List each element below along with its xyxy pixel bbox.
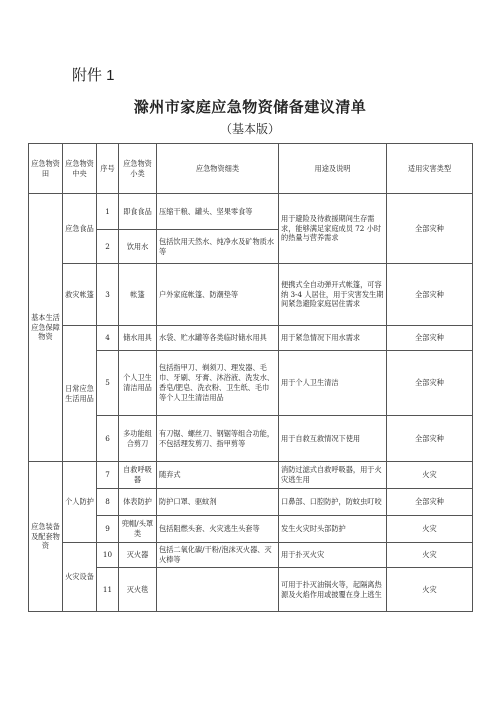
usage-cell: 发生火灾时头部防护	[279, 516, 387, 543]
subcat-cell: 个人卫生清洁用品	[119, 351, 157, 416]
disaster-cell: 火灾	[387, 568, 473, 612]
seq-cell: 9	[97, 516, 119, 543]
header-seq: 序号	[97, 144, 119, 194]
attachment-label: 附件 1	[72, 67, 115, 84]
detail-cell: 有刀锯、螺丝刀、钢锯等组合功能，不包括理发剪刀、指甲剪等	[157, 416, 279, 462]
detail-cell: 包括阻燃头套、火灾逃生头套等	[157, 516, 279, 543]
mid-shelter: 救灾帐篷	[63, 264, 97, 326]
detail-cell: 包括二氧化碳/干粉/泡沫灭火器、灭火棒等	[157, 543, 279, 568]
table-row	[29, 194, 473, 230]
disaster-cell: 火灾	[387, 462, 473, 489]
disaster-cell: 全部灾种	[387, 416, 473, 462]
disaster-cell: 全部灾种	[387, 264, 473, 326]
detail-cell	[157, 568, 279, 612]
mid-daily: 日常应急生活用品	[63, 326, 97, 462]
usage-cell: 可用于扑灭油锅火等，起隔离热源及火焰作用或披覆在身上逃生	[279, 568, 387, 612]
subcat-cell: 灭火器	[119, 543, 157, 568]
table-row	[29, 326, 473, 351]
detail-cell: 户外家庭帐篷、防潮垫等	[157, 264, 279, 326]
usage-cell: 消防过滤式自救呼吸器，用于火灾逃生用	[279, 462, 387, 489]
group-rescue: 应急装备及配套物资	[29, 462, 63, 612]
group-life: 基本生活应急保障物资	[29, 194, 63, 462]
seq-cell: 5	[97, 351, 119, 416]
usage-cell: 便携式全自动弹开式帐篷，可容纳 3-4 人居住，用于灾害发生期间紧急避险家庭居住需求	[279, 264, 387, 326]
subcat-cell: 饮用水	[119, 230, 157, 264]
disaster-cell: 全部灾种	[387, 326, 473, 351]
usage-cell: 用于扑灭火灾	[279, 543, 387, 568]
seq-cell: 6	[97, 416, 119, 462]
detail-cell: 水袋、贮水罐等各类临时储水用具	[157, 326, 279, 351]
header-disaster: 适用灾害类型	[387, 144, 473, 194]
subcat-cell: 兜帽/头罩类	[119, 516, 157, 543]
detail-cell: 包括指甲刀、剃须刀、理发器、毛巾、牙刷、牙膏、沐浴液、洗发水、香皂/肥皂、洗衣粉、卫生纸、毛巾等个人卫生清洁用品	[157, 351, 279, 416]
seq-cell: 11	[97, 568, 119, 612]
mid-food: 应急食品	[63, 194, 97, 264]
document-subtitle: （基本版）	[219, 122, 280, 136]
detail-cell: 防护口罩、驱蚊剂	[157, 489, 279, 516]
header-usage: 用途及说明	[279, 144, 387, 194]
table-row	[29, 462, 473, 489]
seq-cell: 4	[97, 326, 119, 351]
disaster-cell: 火灾	[387, 543, 473, 568]
header-row	[29, 144, 473, 194]
disaster-cell: 火灾	[387, 516, 473, 543]
document-title: 滁州市家庭应急物资储备建议清单	[133, 98, 367, 116]
subcat-cell: 自救呼吸器	[119, 462, 157, 489]
subcat-cell: 多功能组合剪刀	[119, 416, 157, 462]
header-cat-field: 应急物资田	[29, 144, 63, 194]
seq-cell: 7	[97, 462, 119, 489]
seq-cell: 3	[97, 264, 119, 326]
subcat-cell: 体表防护	[119, 489, 157, 516]
seq-cell: 2	[97, 230, 119, 264]
disaster-cell: 全部灾种	[387, 194, 473, 264]
supply-table	[28, 143, 473, 612]
table-row	[29, 264, 473, 326]
usage-cell: 口鼻部、口腔防护，防蚊虫叮咬	[279, 489, 387, 516]
mid-fire: 火灾设备	[63, 543, 97, 612]
seq-cell: 10	[97, 543, 119, 568]
seq-cell: 1	[97, 194, 119, 230]
mid-personal: 个人防护	[63, 462, 97, 543]
subcat-cell: 灭火毯	[119, 568, 157, 612]
table-row	[29, 543, 473, 568]
usage-cell: 用于自救互救情况下使用	[279, 416, 387, 462]
detail-cell: 包括饮用天然水、纯净水及矿物质水等	[157, 230, 279, 264]
header-subcat: 应急物资小类	[119, 144, 157, 194]
detail-cell: 随弃式	[157, 462, 279, 489]
header-detail: 应急物资细类	[157, 144, 279, 194]
seq-cell: 8	[97, 489, 119, 516]
disaster-cell: 全部灾种	[387, 351, 473, 416]
subcat-cell: 储水用具	[119, 326, 157, 351]
usage-cell: 用于个人卫生清洁	[279, 351, 387, 416]
disaster-cell: 全部灾种	[387, 489, 473, 516]
subcat-cell: 即食食品	[119, 194, 157, 230]
detail-cell: 压缩干粮、罐头、坚果零食等	[157, 194, 279, 230]
subcat-cell: 帐篷	[119, 264, 157, 326]
usage-cell: 用于紧急情况下用水需求	[279, 326, 387, 351]
usage-cell: 用于避险及待救援期间生存需求，能够满足家庭成员 72 小时的热量与营养需求	[279, 194, 387, 264]
header-cat-mid: 应急物资中央	[63, 144, 97, 194]
